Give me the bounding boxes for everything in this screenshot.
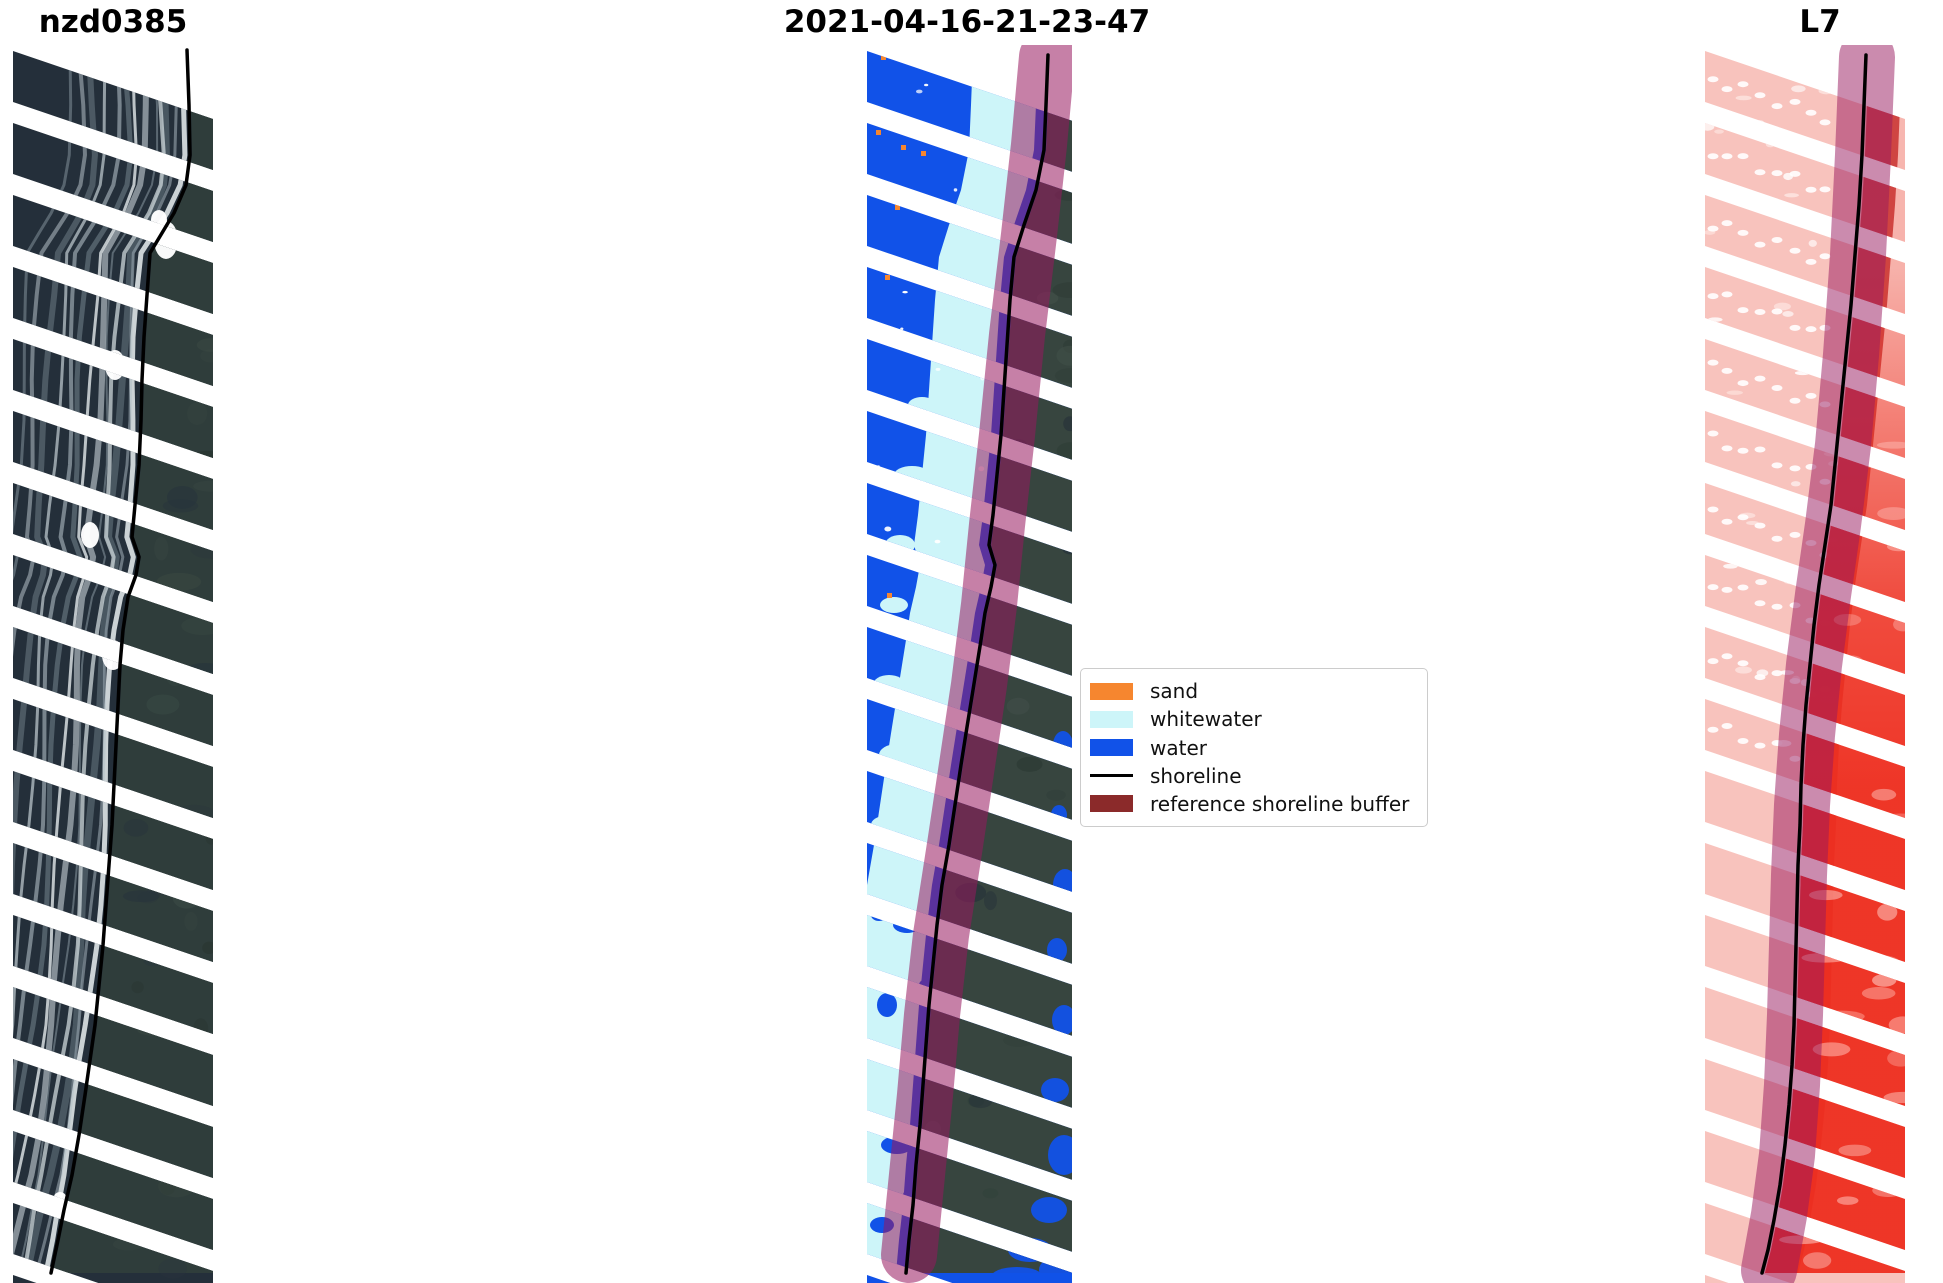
legend-entry-shoreline	[1090, 762, 1413, 790]
rgb-image-panel	[13, 45, 213, 1283]
legend-label: whitewater	[1150, 707, 1262, 732]
l7-band-panel	[1705, 45, 1905, 1283]
legend-label: reference shoreline buffer	[1150, 791, 1410, 816]
datetime-title: 2021-04-16-21-23-47	[783, 4, 1151, 40]
legend-entry-sand	[1090, 677, 1413, 705]
legend-label: shoreline	[1150, 763, 1242, 788]
legend-entry-whitewater	[1090, 705, 1413, 733]
legend-label: sand	[1150, 679, 1199, 704]
site-title: nzd0385	[38, 4, 188, 40]
legend-line-swatch	[1090, 774, 1133, 777]
legend-color-swatch	[1090, 795, 1133, 812]
satellite-title: L7	[1799, 4, 1841, 40]
legend-color-swatch	[1090, 711, 1133, 728]
classified-image-panel-svg	[867, 45, 1072, 1283]
l7-band-panel-svg	[1705, 45, 1905, 1283]
legend-entry-reference-shoreline-buffer	[1090, 790, 1413, 818]
legend	[1080, 668, 1428, 827]
legend-color-swatch	[1090, 739, 1133, 756]
legend-entry-water	[1090, 733, 1413, 761]
rgb-image-panel-svg	[13, 45, 213, 1283]
legend-label: water	[1150, 735, 1207, 760]
classified-image-panel	[867, 45, 1072, 1283]
legend-color-swatch	[1090, 683, 1133, 700]
